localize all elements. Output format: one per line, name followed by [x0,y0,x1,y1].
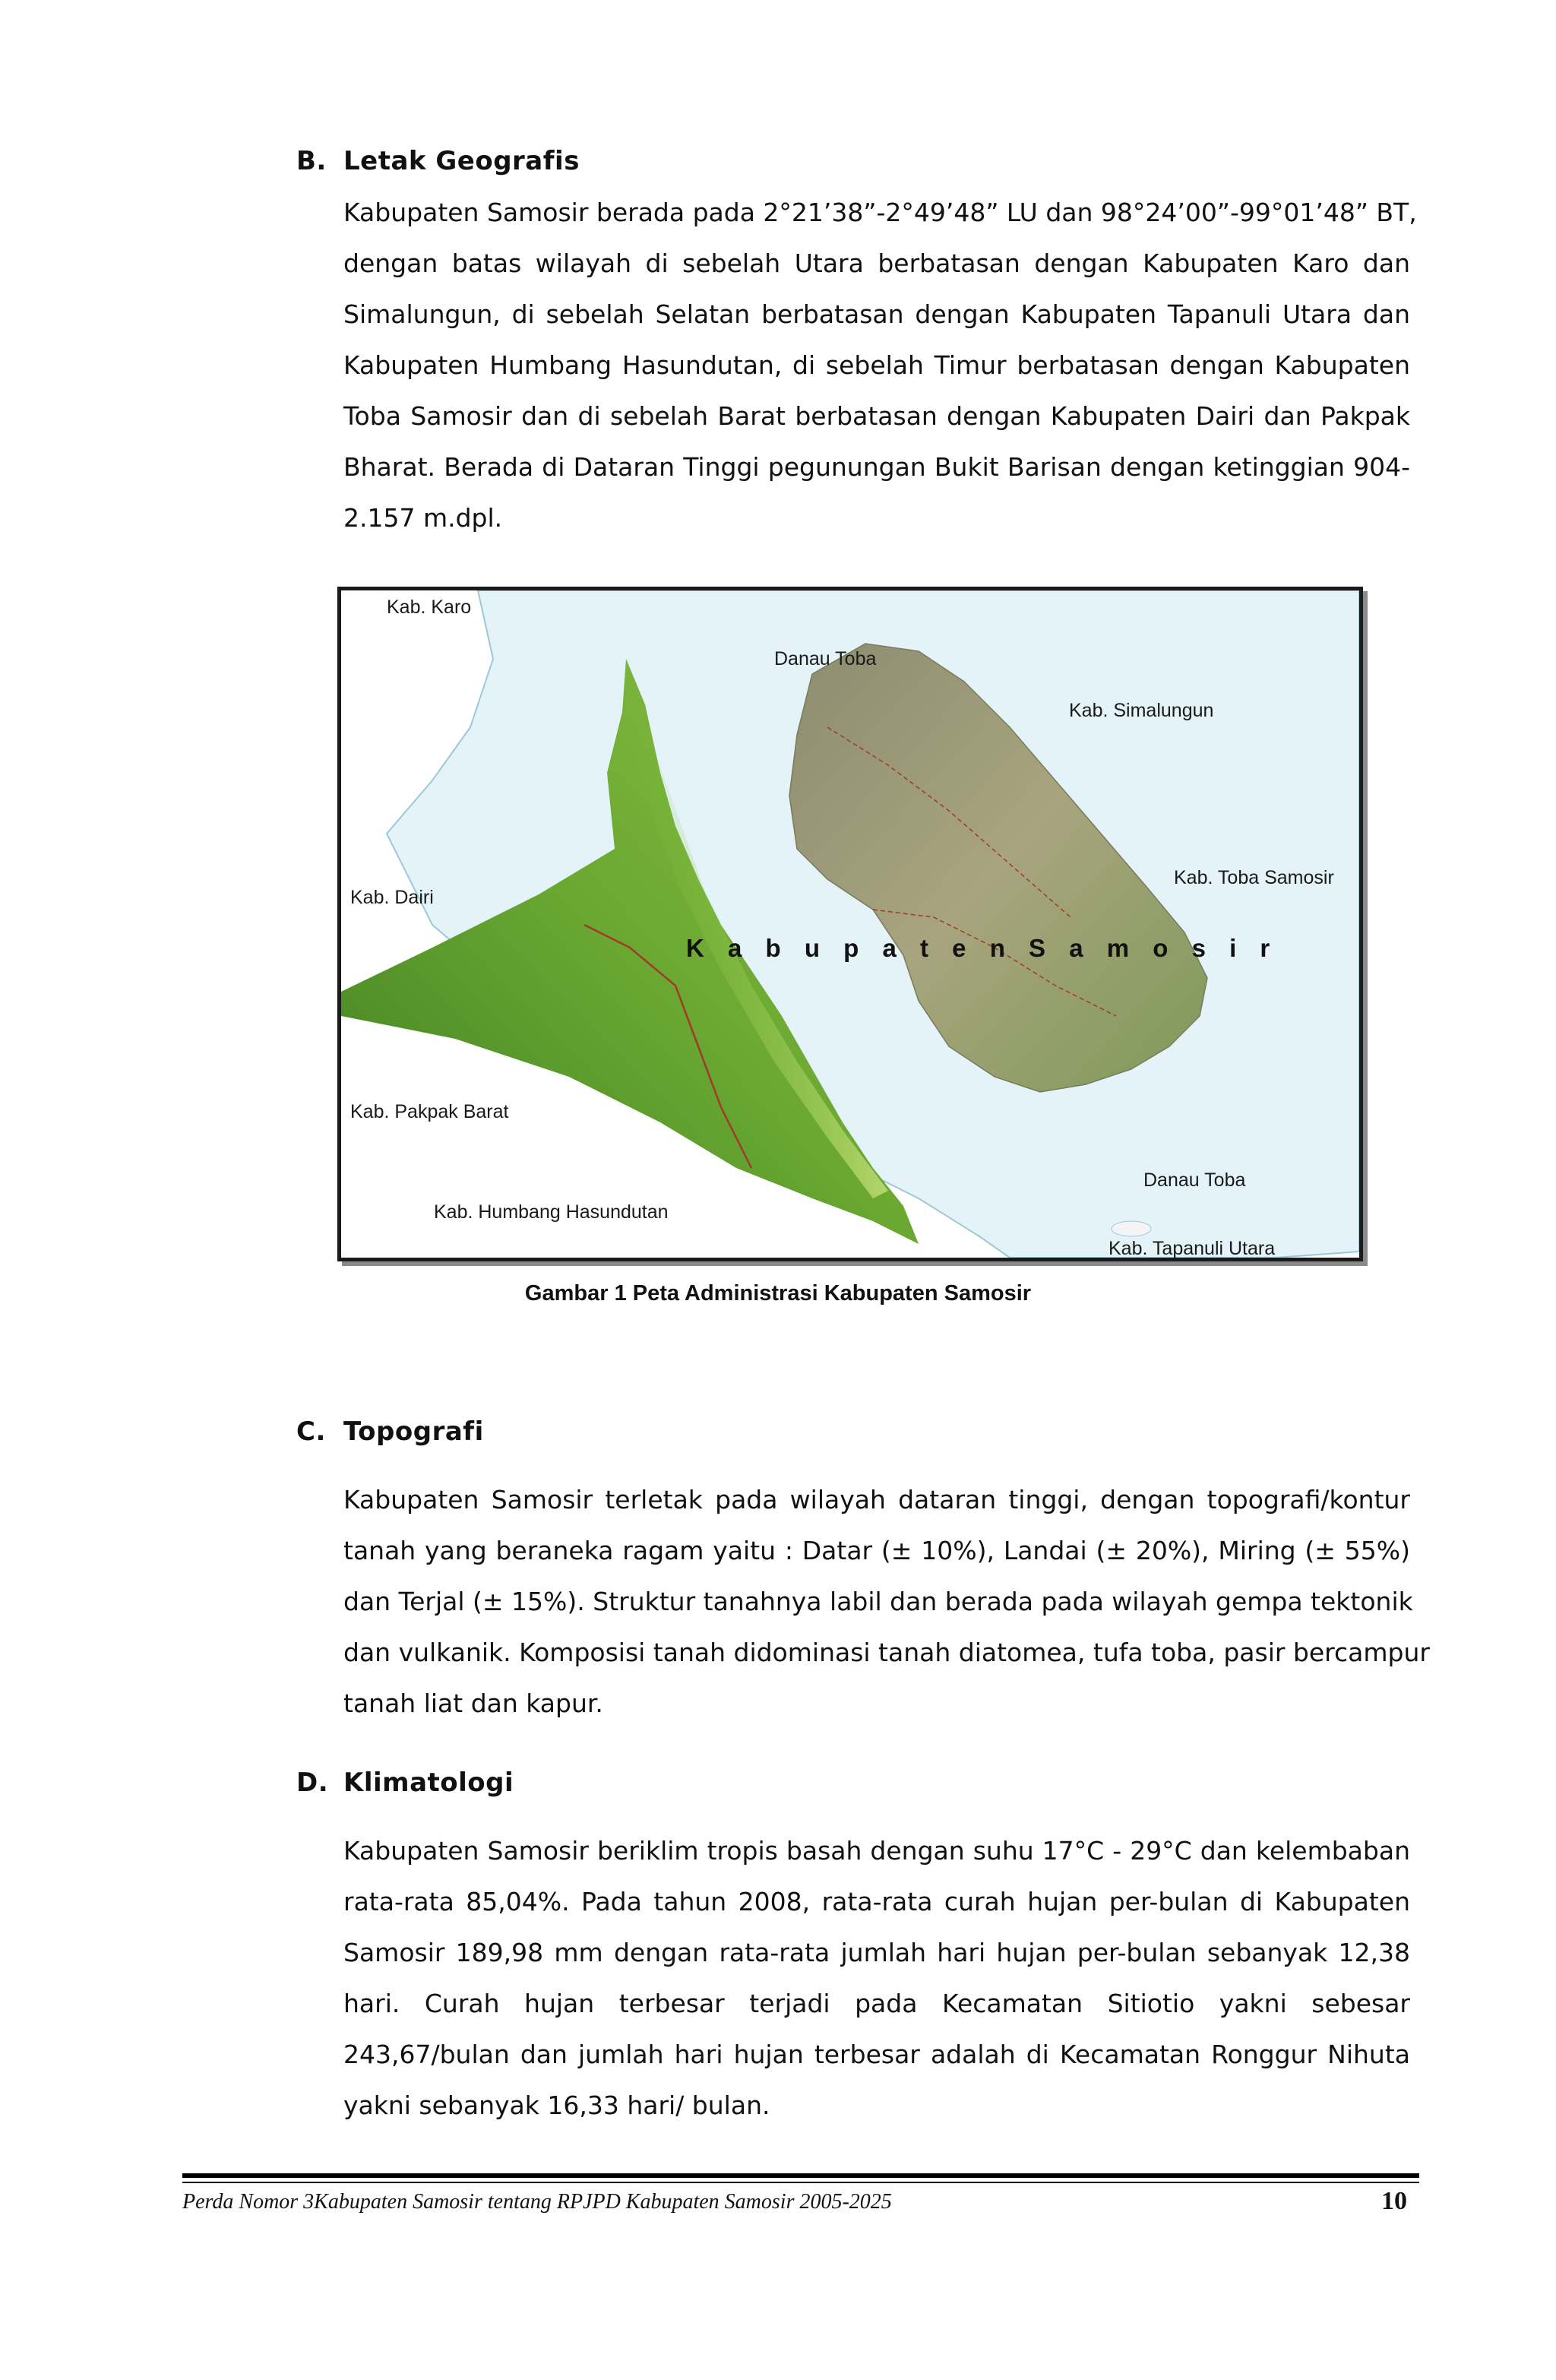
label-danau-toba-north: Danau Toba [774,648,877,669]
paragraph-line: rata-rata 85,04%. Pada tahun 2008, rata-rata curah hujan per-bulan di Kabupaten [343,1887,1410,1916]
paragraph-line: Kabupaten Humbang Hasundutan, di sebelah Timur berbatasan dengan Kabupaten [343,350,1410,380]
section-title: Topografi [343,1416,484,1447]
paragraph-line: Kabupaten Samosir beriklim tropis basah dengan suhu 17°C - 29°C dan kelembaban [343,1836,1410,1866]
footer-rule [182,2173,1419,2178]
section-c-heading [296,1416,484,1447]
footer-text: Perda Nomor 3Kabupaten Samosir tentang RPJPD Kabupaten Samosir 2005-2025 [182,2190,892,2214]
page-number: 10 [1381,2187,1407,2215]
map-title: K a b u p a t e n S a m o s i r [686,934,1279,962]
label-kab-tapanuli-utara: Kab. Tapanuli Utara [1108,1238,1276,1259]
section-b-heading [296,146,580,176]
administrative-map [337,587,1363,1261]
label-kab-dairi: Kab. Dairi [350,887,434,908]
section-title: Letak Geografis [343,146,580,176]
paragraph-line: yakni sebanyak 16,33 hari/ bulan. [343,2090,770,2120]
section-c-paragraph [343,1474,1430,1729]
figure-caption: Gambar 1 Peta Administrasi Kabupaten Samosir [524,1281,1032,1306]
section-d-paragraph [343,1825,1410,2131]
label-danau-toba-south: Danau Toba [1143,1169,1246,1191]
paragraph-line: dengan batas wilayah di sebelah Utara berbatasan dengan Kabupaten Karo dan [343,248,1410,278]
paragraph-line: Samosir 189,98 mm dengan rata-rata jumlah hari hujan per-bulan sebanyak 12,38 [343,1938,1410,1967]
label-kab-simalungun: Kab. Simalungun [1069,700,1214,721]
label-kab-karo: Kab. Karo [387,597,472,618]
islet [1112,1221,1151,1236]
footer-rule [182,2182,1419,2183]
label-kab-humbang-hasundutan: Kab. Humbang Hasundutan [434,1201,669,1223]
section-title: Klimatologi [343,1768,514,1798]
paragraph-line: tanah liat dan kapur. [343,1688,603,1718]
section-d-heading [296,1768,514,1798]
label-kab-pakpak-barat: Kab. Pakpak Barat [350,1101,509,1122]
label-kab-toba-samosir: Kab. Toba Samosir [1174,867,1334,888]
paragraph-line: 243,67/bulan dan jumlah hari hujan terbesar adalah di Kecamatan Ronggur Nihuta [343,2040,1410,2069]
section-letter: C. [296,1416,326,1447]
map-drawing [341,590,1359,1258]
paragraph-line: Simalungun, di sebelah Selatan berbatasan dengan Kabupaten Tapanuli Utara dan [343,299,1410,329]
paragraph-line: Bharat. Berada di Dataran Tinggi pegunungan Bukit Barisan dengan ketinggian 904- [343,452,1410,482]
paragraph-line: dan Terjal (± 15%). Struktur tanahnya labil dan berada pada wilayah gempa tektonik [343,1587,1413,1616]
section-letter: D. [296,1768,329,1798]
section-letter: B. [296,146,327,176]
section-b-paragraph [343,187,1417,543]
paragraph-line: tanah yang beraneka ragam yaitu : Datar (± 10%), Landai (± 20%), Miring (± 55%) [343,1536,1410,1565]
paragraph-line: dan vulkanik. Komposisi tanah didominasi tanah diatomea, tufa toba, pasir bercampur [343,1638,1430,1667]
paragraph-line: Kabupaten Samosir terletak pada wilayah dataran tinggi, dengan topografi/kontur [343,1485,1410,1514]
paragraph-line: Toba Samosir dan di sebelah Barat berbatasan dengan Kabupaten Dairi dan Pakpak [343,401,1410,431]
paragraph-line: Kabupaten Samosir berada pada 2°21’38”-2°49’48” LU dan 98°24’00”-99°01’48” BT, [343,198,1417,227]
paragraph-line: 2.157 m.dpl. [343,503,503,533]
paragraph-line: hari. Curah hujan terbesar terjadi pada Kecamatan Sitiotio yakni sebesar [343,1989,1410,2018]
